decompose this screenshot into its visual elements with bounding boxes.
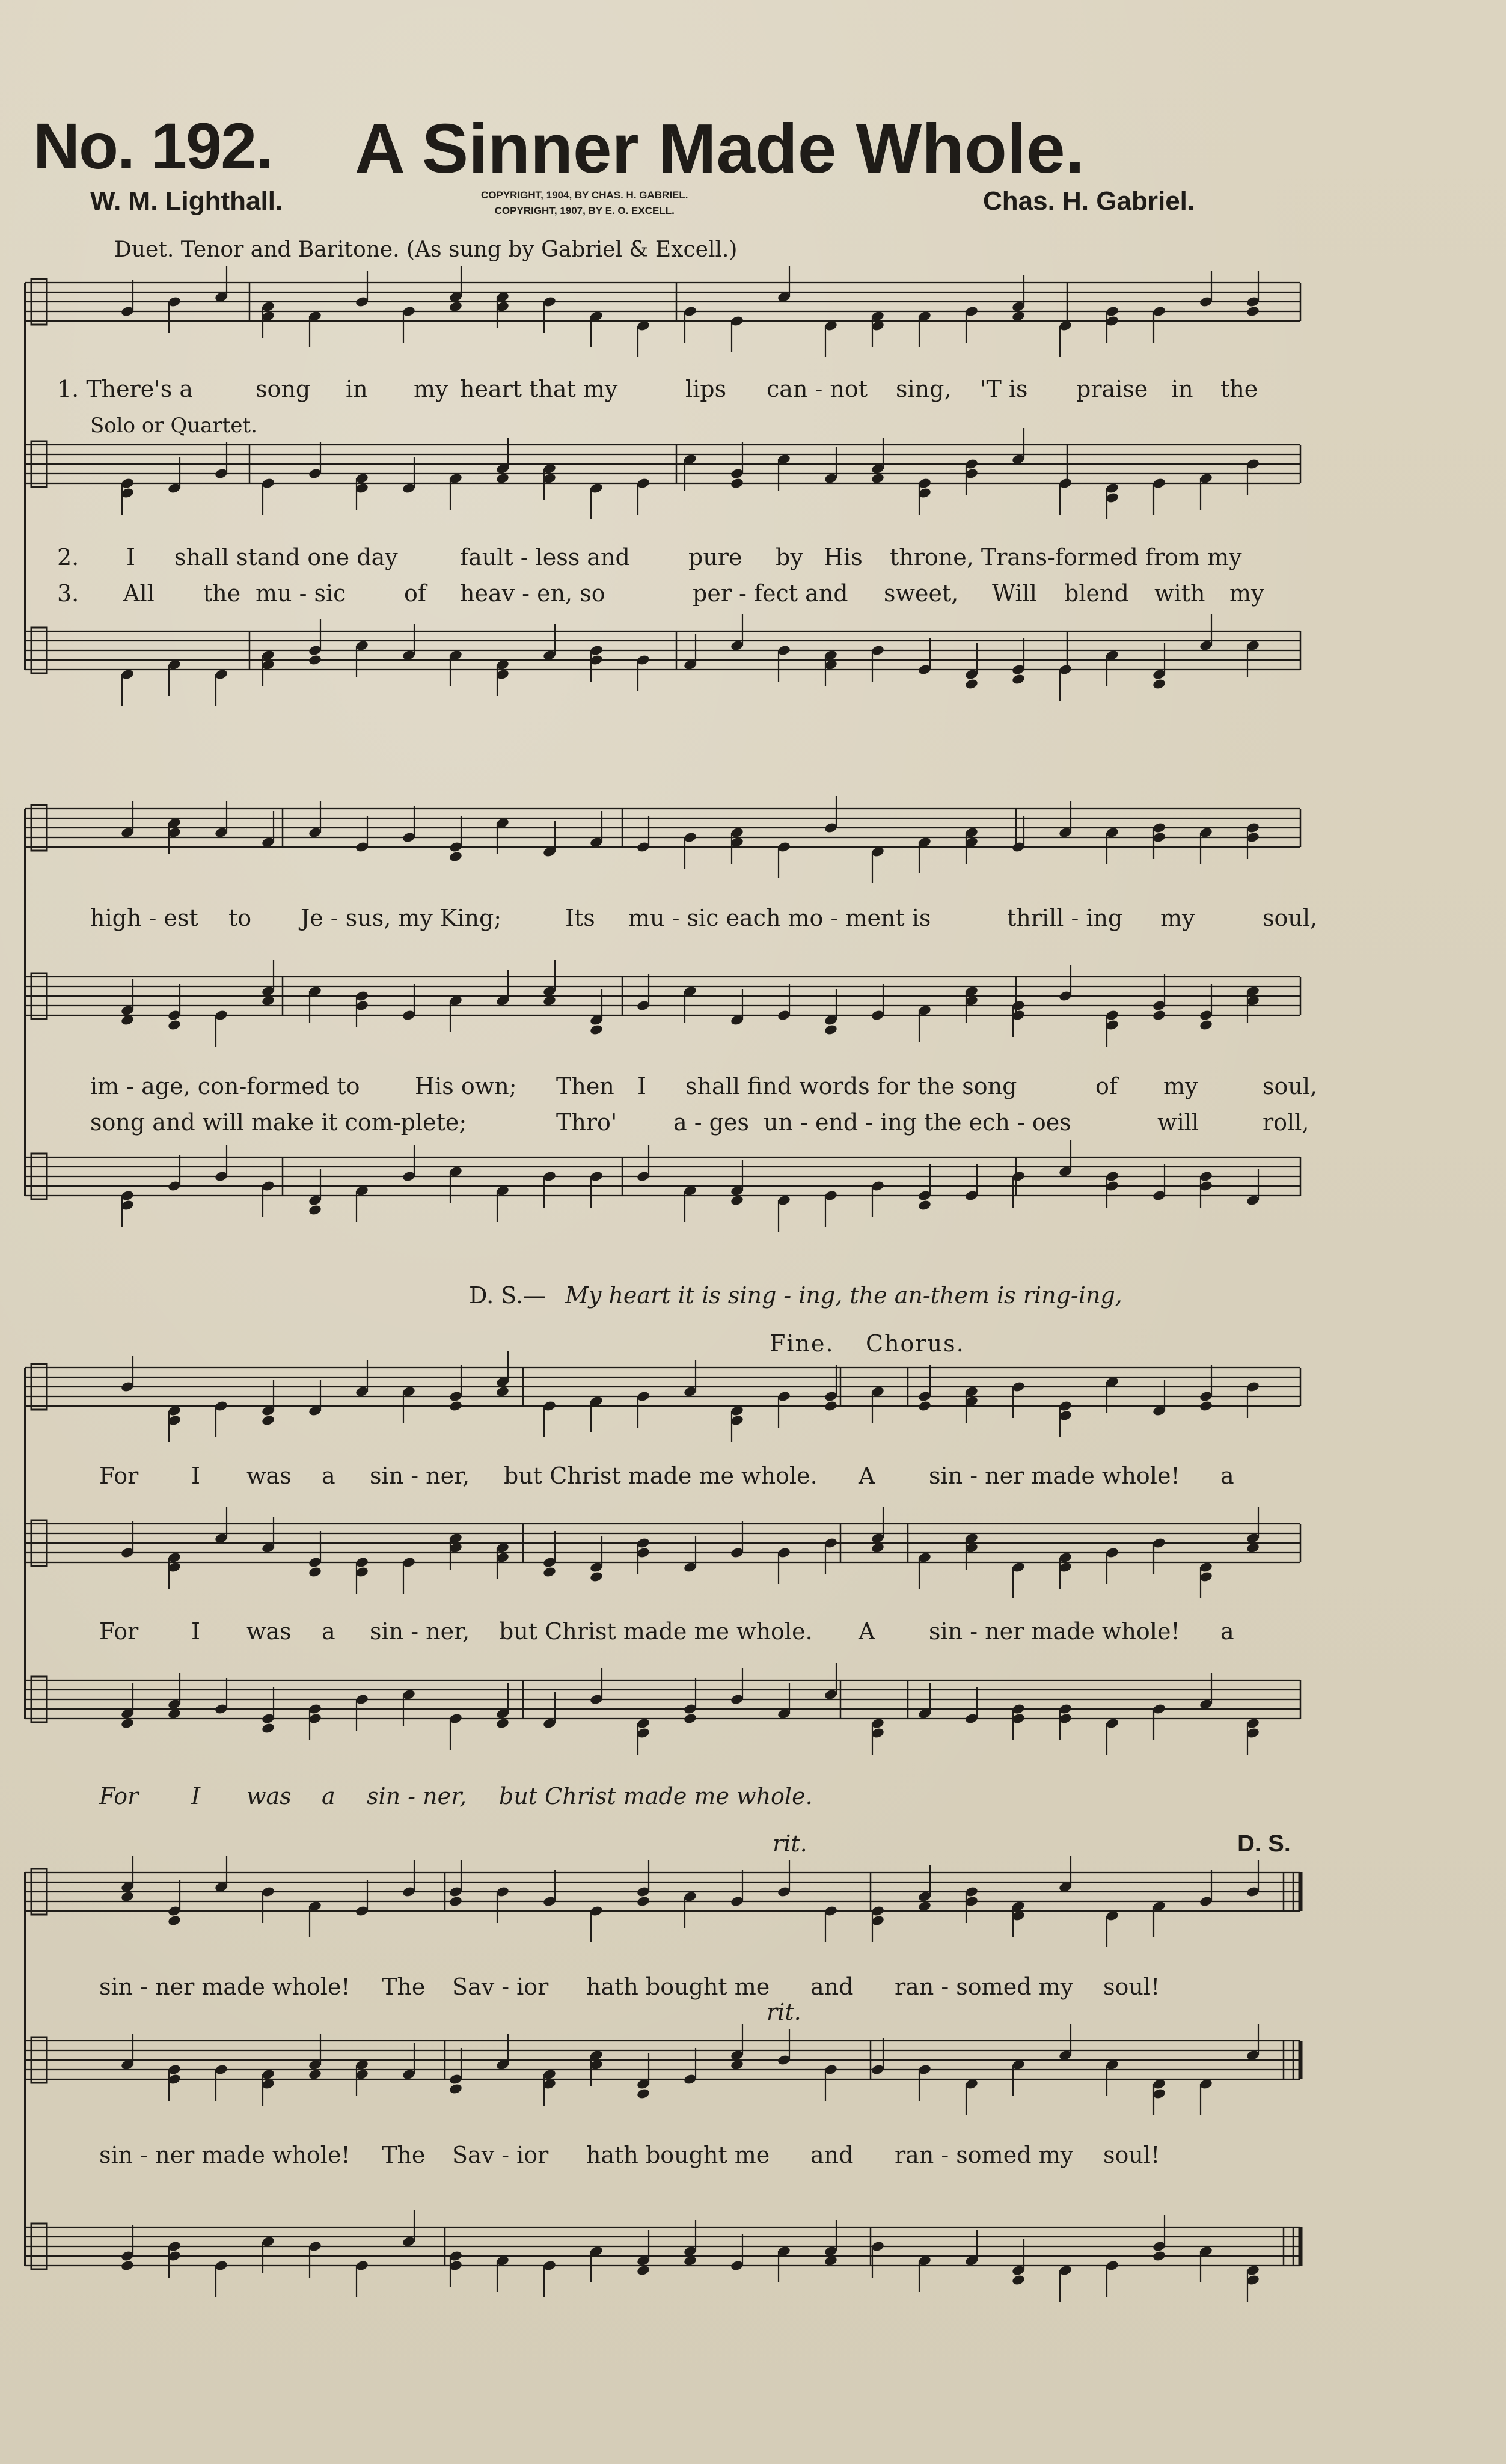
note-head [1011, 2274, 1026, 2286]
s3-bass-w0: For [99, 1783, 139, 1809]
s2-v2-w7: soul, [1263, 1073, 1318, 1099]
s2-v3-w5: roll, [1263, 1109, 1309, 1136]
ds-lyric: My heart it is sing - ing, the an-them is ring-ing, [565, 1282, 1122, 1309]
s2-v2-w6: my [1163, 1073, 1198, 1099]
s1-v1-w3: my [414, 376, 448, 402]
ds-label: D. S.— [469, 1282, 546, 1309]
s2-v3-w3: un - end - ing the ech - oes [764, 1109, 1071, 1136]
note-head [683, 1713, 697, 1725]
s3-bass-w5: but Christ made me whole. [499, 1783, 813, 1809]
s4-l2-w1: The [382, 2142, 426, 2168]
s3-l1-w2: was [246, 1463, 292, 1489]
s4-l2-w4: and [810, 2142, 854, 2168]
note-head [964, 678, 979, 690]
note-head [1199, 1400, 1213, 1412]
s2-v3-w0: song and will make it com-plete; [90, 1109, 467, 1136]
s2-v3-w1: Thro' [556, 1109, 617, 1136]
s1-v2-w3: fault - less and [460, 544, 630, 570]
s1-v2-w4: pure [688, 544, 742, 570]
hymn-number: No. 192. [33, 109, 273, 182]
performance-direction: Duet. Tenor and Baritone. (As sung by Gabriel & Excell.) [114, 237, 738, 262]
s3-bass-w3: a [322, 1783, 335, 1809]
s2-v2-w1: His own; [415, 1073, 517, 1099]
note-head [1152, 1009, 1166, 1021]
s1-v3-w8: Will [992, 580, 1037, 607]
s4-l2-w0: sin - ner made whole! [99, 2142, 350, 2168]
note-head [167, 1019, 182, 1031]
s3-l1-w8: a [1220, 1463, 1234, 1489]
s1-v2-w1: I [126, 544, 136, 570]
s1-v3-w5: heav - en, so [460, 580, 605, 607]
s1-v1-w0: 1. There's a [57, 376, 193, 402]
s2-v2-w2: Then [556, 1073, 614, 1099]
s3-bass-w2: was [246, 1783, 292, 1809]
note-head [448, 2083, 463, 2095]
s1-v1-w8: 'T is [980, 376, 1028, 402]
s1-v1-w11: the [1220, 376, 1258, 402]
s3-l2-w1: I [191, 1618, 201, 1645]
s3-l1-w1: I [191, 1463, 201, 1489]
s3-l2-w8: a [1220, 1618, 1234, 1645]
s2-v1-w0: high - est [90, 905, 198, 931]
s4-l1-w6: soul! [1103, 1973, 1160, 2000]
s2-v1-w1: to [228, 905, 252, 931]
s1-v3-w6: per - fect and [693, 580, 848, 607]
s3-l2-w0: For [99, 1618, 139, 1645]
s1-v1-w6: can - not [767, 376, 868, 402]
s1-v2-w5: by [776, 544, 803, 570]
note-head [542, 1566, 557, 1578]
note-head [917, 1199, 932, 1211]
s3-l2-w7: sin - ner made whole! [929, 1618, 1180, 1645]
s4-l1-w3: hath bought me [586, 1973, 770, 2000]
s4-l2-w3: hath bought me [586, 2142, 770, 2168]
s2-v1-w5: thrill - ing [1007, 905, 1123, 931]
lyricist: W. M. Lighthall. [90, 186, 283, 216]
rit-mark-upper: rit. [773, 1830, 807, 1857]
note-head [167, 1915, 182, 1927]
s3-bass-w1: I [191, 1783, 201, 1809]
s3-l1-w6: A [859, 1463, 875, 1489]
copyright-line-1: COPYRIGHT, 1904, BY CHAS. H. GABRIEL. [481, 189, 688, 201]
s2-v3-w2: a - ges [673, 1109, 749, 1136]
note-head [448, 1400, 463, 1412]
note-head [308, 654, 322, 666]
chorus-label: Chorus. [866, 1330, 965, 1357]
copyright-notice [481, 188, 688, 219]
note-head [448, 851, 463, 863]
note-head [1199, 1019, 1213, 1031]
s1-v3-w1: All [123, 580, 155, 607]
s2-v2-w3: I [637, 1073, 647, 1099]
s2-v1-w7: soul, [1263, 905, 1318, 931]
s1-v1-w4: heart that my [460, 376, 618, 402]
note-head [1152, 678, 1166, 690]
s4-l2-w6: soul! [1103, 2142, 1160, 2168]
note-head [1011, 673, 1026, 685]
s2-v3-w4: will [1157, 1109, 1199, 1136]
note-head [824, 1400, 838, 1412]
s1-v1-w2: in [346, 376, 368, 402]
note-head [261, 1414, 275, 1426]
solo-quartet-label: Solo or Quartet. [90, 414, 257, 438]
s1-v1-w7: sing, [896, 376, 952, 402]
note-head [308, 1566, 322, 1578]
s4-l1-w4: and [810, 1973, 854, 2000]
s4-l2-w5: ran - somed my [895, 2142, 1074, 2168]
note-head [636, 2088, 650, 2100]
s2-v2-w0: im - age, con-formed to [90, 1073, 360, 1099]
note-head [589, 1571, 604, 1583]
note-head [636, 1895, 650, 1907]
s1-v2-w2: shall stand one day [174, 544, 398, 570]
note-head [589, 1024, 604, 1036]
hymn-title: A Sinner Made Whole. [355, 109, 1085, 188]
s3-l1-w3: a [322, 1463, 335, 1489]
s2-v1-w4: mu - sic each mo - ment is [628, 905, 931, 931]
note-head [1152, 2250, 1166, 2262]
s1-v3-w7: sweet, [884, 580, 959, 607]
s1-v3-w9: blend [1064, 580, 1129, 607]
s2-v1-w6: my [1160, 905, 1195, 931]
s3-l2-w3: a [322, 1618, 335, 1645]
s1-v3-w10: with [1154, 580, 1205, 607]
s3-bass-w4: sin - ner, [367, 1783, 467, 1809]
s3-l1-w4: sin - ner, [370, 1463, 470, 1489]
note-head [120, 2260, 135, 2272]
s1-v1-w10: in [1171, 376, 1193, 402]
s1-v2-w7: throne, Trans-formed from my [890, 544, 1242, 570]
note-head [1246, 305, 1260, 317]
s3-l2-w2: was [246, 1618, 292, 1645]
s1-v3-w3: mu - sic [256, 580, 346, 607]
s1-v3-w11: my [1229, 580, 1264, 607]
note-head [308, 1204, 322, 1216]
s2-v2-w5: of [1095, 1073, 1118, 1099]
s1-v3-w4: of [404, 580, 426, 607]
note-head [917, 1400, 932, 1412]
s3-l2-w6: A [859, 1618, 875, 1645]
s3-l1-w5: but Christ made me whole. [504, 1463, 818, 1489]
s4-l1-w5: ran - somed my [895, 1973, 1074, 2000]
s3-l1-w7: sin - ner made whole! [929, 1463, 1180, 1489]
s1-v1-w1: song [256, 376, 311, 402]
copyright-line-2: COPYRIGHT, 1907, BY E. O. EXCELL. [494, 205, 675, 216]
s1-v1-w5: lips [685, 376, 727, 402]
s2-v1-w2: Je - sus, my King; [301, 905, 502, 931]
fine-mark: Fine. [770, 1330, 834, 1357]
note-head [261, 1722, 275, 1734]
note-head [730, 477, 744, 489]
rit-mark-lower: rit. [767, 1999, 801, 2025]
s2-v2-w4: shall find words for the song [685, 1073, 1017, 1099]
s1-v1-w9: praise [1076, 376, 1148, 402]
s3-l1-w0: For [99, 1463, 139, 1489]
s3-l2-w5: but Christ made me whole. [499, 1618, 813, 1645]
s4-l1-w1: The [382, 1973, 426, 2000]
s1-v2-w6: His [824, 544, 863, 570]
s4-l1-w2: Sav - ior [452, 1973, 549, 2000]
s2-v1-w3: Its [565, 905, 595, 931]
ds-end-mark: D. S. [1237, 1830, 1291, 1857]
s4-l2-w2: Sav - ior [452, 2142, 549, 2168]
s3-l2-w4: sin - ner, [370, 1618, 470, 1645]
note-head [824, 1024, 838, 1036]
composer: Chas. H. Gabriel. [983, 186, 1195, 216]
s1-v2-w0: 2. [57, 544, 79, 570]
s1-v3-w0: 3. [57, 580, 79, 607]
note-head [448, 1895, 463, 1907]
s1-v3-w2: the [203, 580, 241, 607]
s4-l1-w0: sin - ner made whole! [99, 1973, 350, 2000]
